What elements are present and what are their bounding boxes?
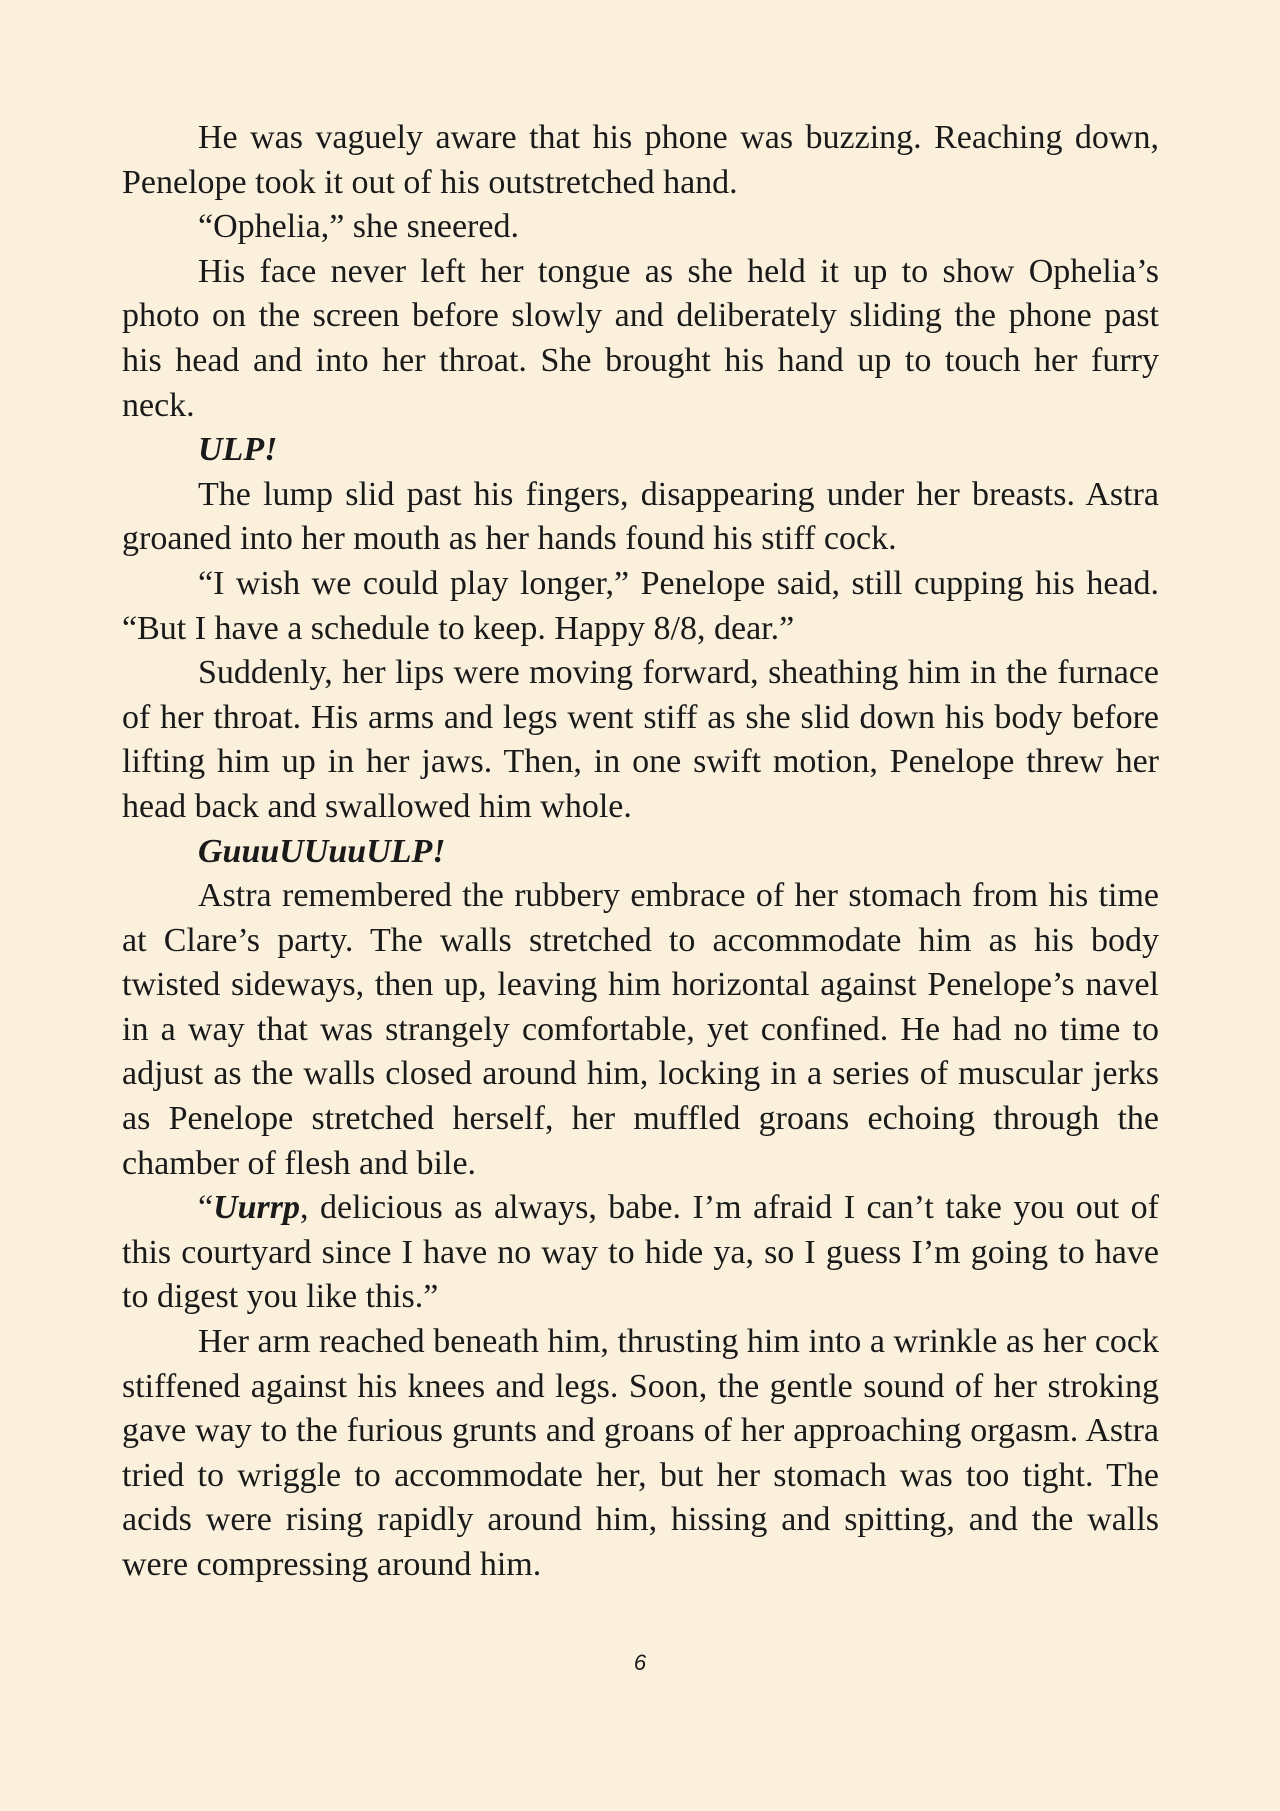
paragraph-text: , delicious as always, babe. I’m afraid I can’t take you out of this courtyard since I have no way to hide ya, so I guess I’m going to have to digest you like this.”	[122, 1189, 1159, 1316]
sound-effect: GuuuUUuuULP!	[198, 832, 446, 870]
paragraph: The lump slid past his fingers, disappearing under her breasts. Astra groaned into her mouth as her hands found his stiff cock.	[122, 475, 1159, 558]
paragraph: Her arm reached beneath him, thrusting him into a wrinkle as her cock stiffened against his knees and legs. Soon, the gentle sound of her stroking gave way to the furious grunts and groans of her approaching orgasm. Astra tried to wriggle to accommodate her, but her stomach was too tight. The acids were rising rapidly around him, hissing and spitting, and the walls were compressing around him.	[122, 1323, 1159, 1583]
emphasis: Uurrp	[213, 1189, 301, 1227]
paragraph: Suddenly, her lips were moving forward, sheathing him in the furnace of her throat. His arms and legs went stiff as she slid down his body before lifting him up in her jaws. Then, in one swift motion, Penelope threw her head back and swallowed him whole.	[122, 654, 1159, 825]
sound-effect: ULP!	[198, 431, 278, 469]
open-quote: “	[198, 1189, 214, 1227]
paragraph: His face never left her tongue as she held it up to show Ophelia’s photo on the screen before slowly and deliberately sliding the phone past his head and into her throat. She brought his hand up to touch her furry neck.	[122, 252, 1159, 424]
page-number: 6	[633, 1650, 647, 1675]
paragraph	[122, 1186, 1159, 1320]
paragraph: Astra remembered the rubbery embrace of her stomach from his time at Clare’s party. The walls stretched to accommodate him as his body twisted sideways, then up, leaving him horizontal against Penelope’s navel in a way that was strangely comfortable, yet confined. He had no time to adjust as the walls closed around him, locking in a series of muscular jerks as Penelope stretched herself, her muffled groans echoing through the chamber of flesh and bile.	[122, 877, 1159, 1182]
paragraph: “Ophelia,” she sneered.	[198, 208, 519, 246]
paragraph: “I wish we could play longer,” Penelope said, still cupping his head. “But I have a schedule to keep. Happy 8/8, dear.”	[122, 564, 1159, 647]
page-body	[122, 116, 1159, 1588]
paragraph: He was vaguely aware that his phone was buzzing. Reaching down, Penelope took it out of his outstretched hand.	[122, 119, 1159, 201]
